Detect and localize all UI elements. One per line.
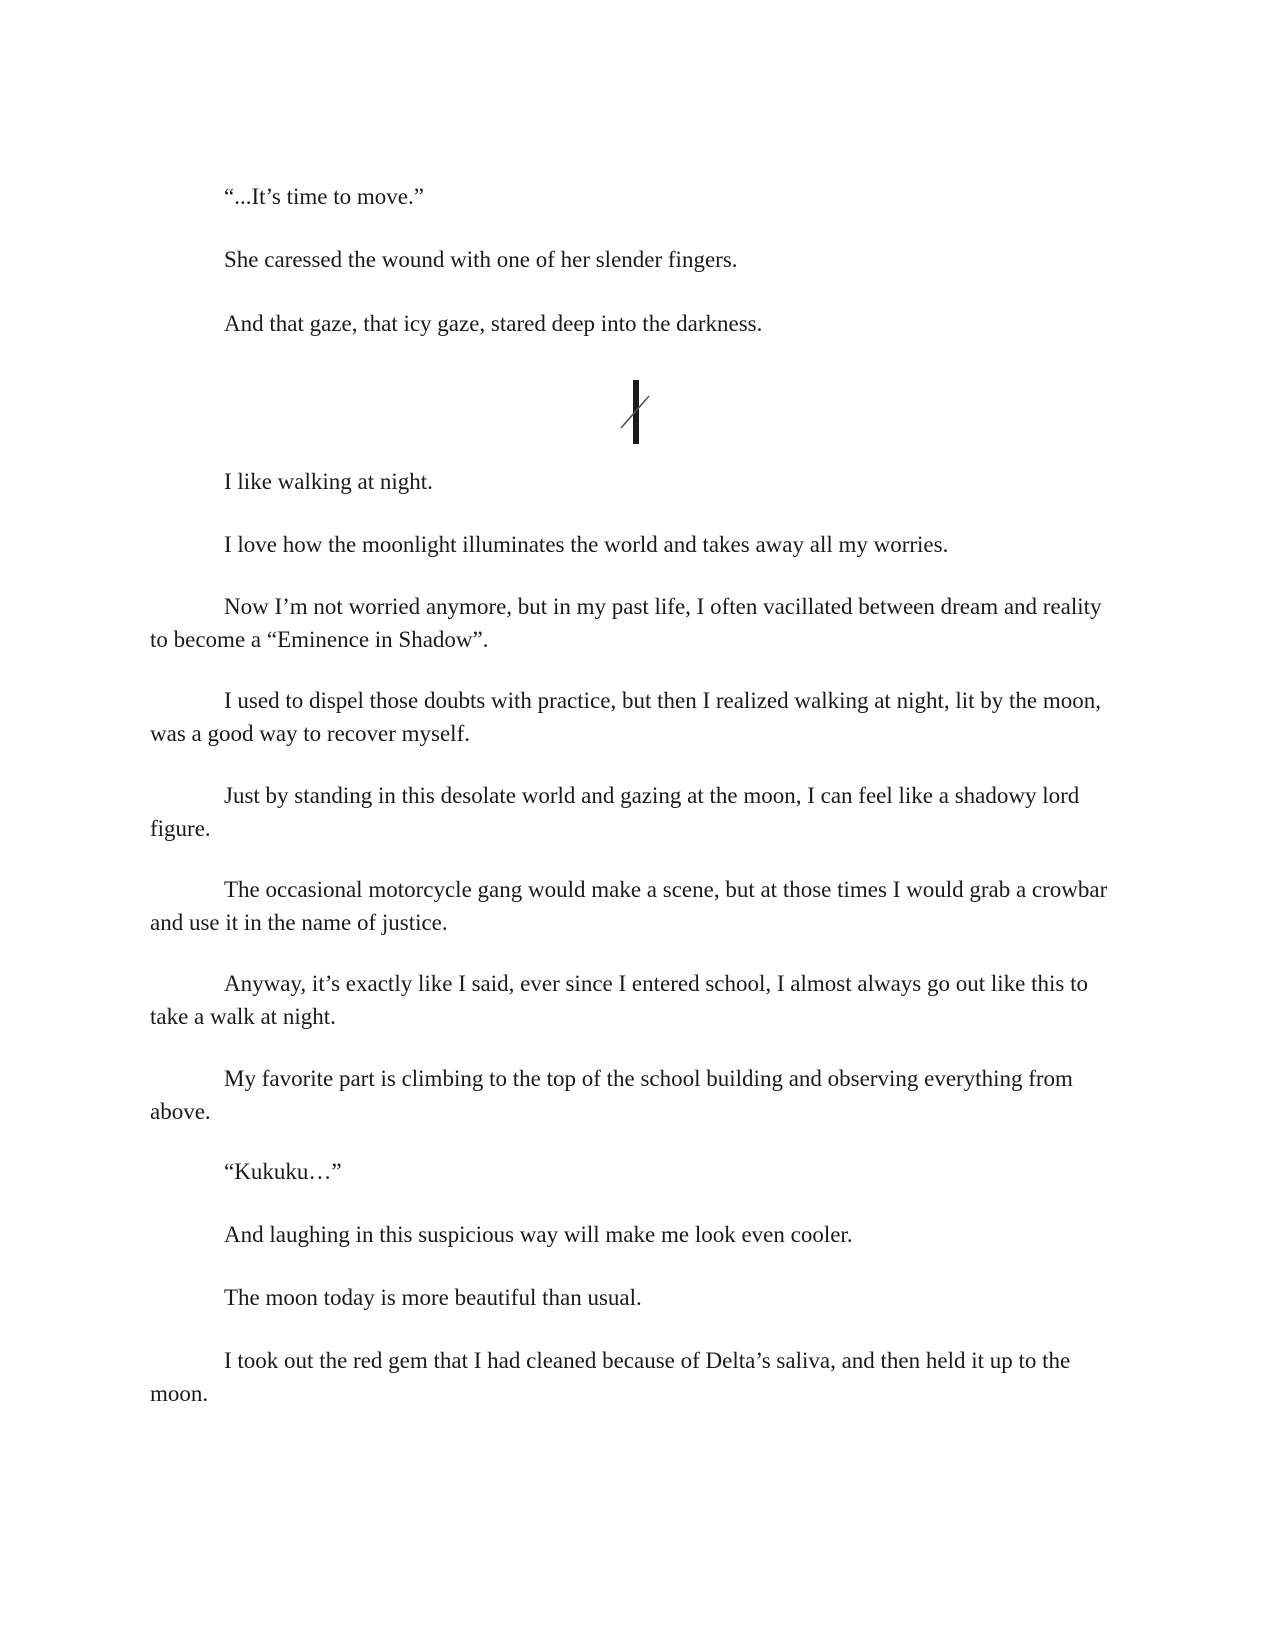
paragraph-9: The occasional motorcycle gang would make a scene, but at those times I would grab a crowbar and use it in the name of justice.: [150, 877, 1108, 935]
paragraph-8: Just by standing in this desolate world and gazing at the moon, I can feel like a shadowy lord figure.: [150, 783, 1080, 841]
paragraph-11: My favorite part is climbing to the top of the school building and observing everything from above.: [150, 1066, 1073, 1124]
paragraph-1: “...It’s time to move.”: [224, 184, 424, 209]
paragraph-5: I love how the moonlight illuminates the world and takes away all my worries.: [224, 532, 949, 557]
paragraph-10: Anyway, it’s exactly like I said, ever since I entered school, I almost always go out like this to take a walk at night.: [150, 971, 1088, 1029]
paragraph-15: I took out the red gem that I had cleaned because of Delta’s saliva, and then held it up to the moon.: [150, 1348, 1071, 1406]
paragraph-4: I like walking at night.: [224, 469, 433, 494]
paragraph-6: Now I’m not worried anymore, but in my past life, I often vacillated between dream and reality to become a “Eminence in Shadow”.: [150, 594, 1102, 652]
paragraph-3: And that gaze, that icy gaze, stared deep into the darkness.: [224, 311, 763, 336]
scene-break-icon: [617, 378, 657, 448]
paragraph-14: The moon today is more beautiful than usual.: [224, 1285, 642, 1310]
paragraph-13: And laughing in this suspicious way will make me look even cooler.: [224, 1222, 853, 1247]
paragraph-7: I used to dispel those doubts with practice, but then I realized walking at night, lit by the moon, was a good way to recover myself.: [150, 688, 1102, 746]
paragraph-12: “Kukuku…”: [224, 1159, 342, 1184]
paragraph-2: She caressed the wound with one of her slender fingers.: [224, 247, 738, 272]
